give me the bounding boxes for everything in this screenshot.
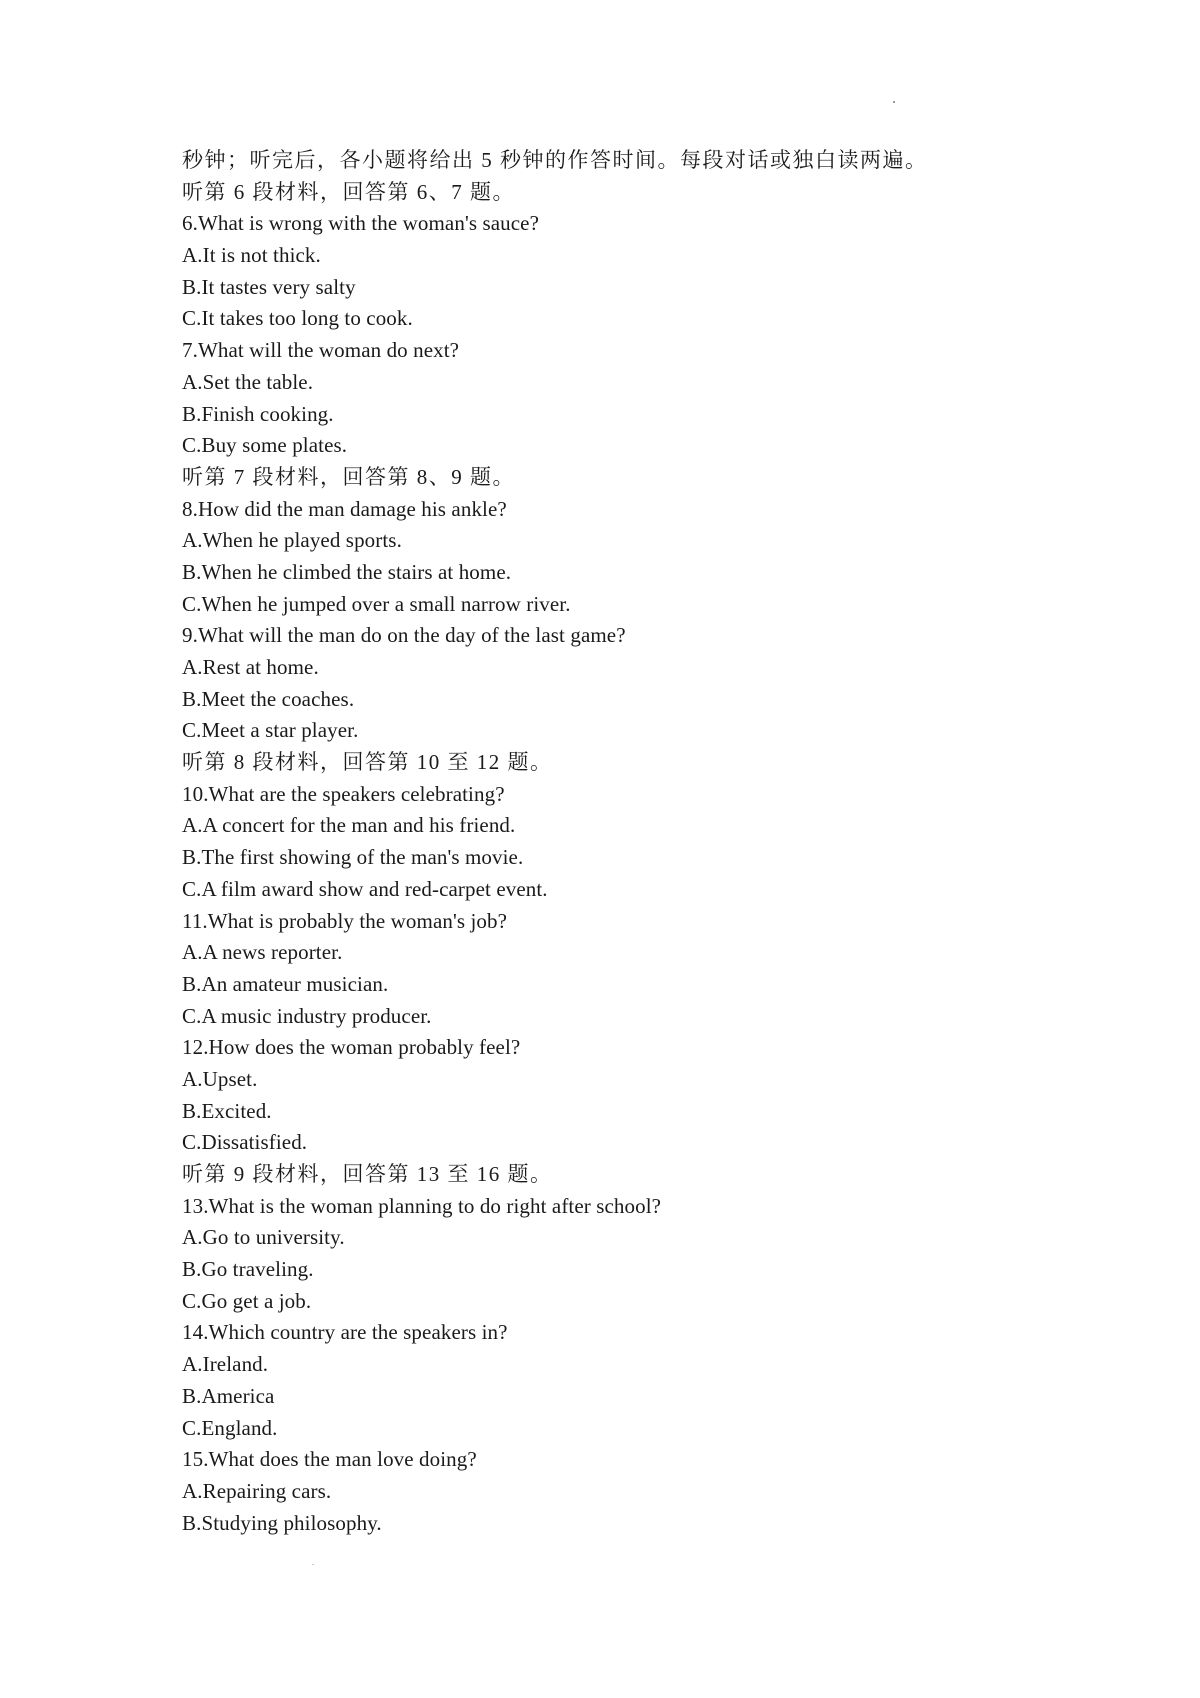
answer-option: C.A music industry producer. xyxy=(182,1003,432,1028)
text-body xyxy=(182,145,1182,1539)
answer-option: C.Buy some plates. xyxy=(182,433,348,458)
answer-option: C.It takes too long to cook. xyxy=(182,306,413,331)
question-text: 8.How did the man damage his ankle? xyxy=(182,496,507,521)
answer-option: C.When he jumped over a small narrow river. xyxy=(182,591,571,616)
answer-option: B.It tastes very salty xyxy=(182,274,356,299)
answer-option: C.Go get a job. xyxy=(182,1288,312,1313)
answer-option: A.Rest at home. xyxy=(182,655,319,679)
answer-option: A.A concert for the man and his friend. xyxy=(182,813,516,838)
answer-option: B.The first showing of the man's movie. xyxy=(182,845,524,870)
answer-option: B.America xyxy=(182,1383,275,1408)
question-text: 14.Which country are the speakers in? xyxy=(182,1320,508,1345)
scan-speck xyxy=(312,1564,314,1565)
question-text: 10.What are the speakers celebrating? xyxy=(182,781,505,806)
question-text: 9.What will the man do on the day of the last game? xyxy=(182,623,626,648)
answer-option: A.A news reporter. xyxy=(182,940,343,965)
question-text: 7.What will the woman do next? xyxy=(182,338,460,363)
question-text: 15.What does the man love doing? xyxy=(182,1447,477,1472)
answer-option: B.Go traveling. xyxy=(182,1257,314,1282)
answer-option: A.It is not thick. xyxy=(182,243,321,268)
section-instruction: 听第 8 段材料，回答第 10 至 12 题。 xyxy=(182,750,553,775)
answer-option: A.Upset. xyxy=(182,1066,258,1091)
answer-option: B.Meet the coaches. xyxy=(182,686,355,711)
question-text: 6.What is wrong with the woman's sauce? xyxy=(182,211,540,236)
answer-option: A.Repairing cars. xyxy=(182,1478,332,1503)
question-text: 13.What is the woman planning to do right after school? xyxy=(182,1193,662,1218)
answer-option: C.Meet a star player. xyxy=(182,718,359,743)
answer-option: B.An amateur musician. xyxy=(182,971,389,996)
answer-option: B.Studying philosophy. xyxy=(182,1510,382,1535)
answer-option: C.England. xyxy=(182,1415,278,1440)
question-text: 11.What is probably the woman's job? xyxy=(182,908,508,933)
question-text: 12.How does the woman probably feel? xyxy=(182,1035,521,1060)
instruction-text: 秒钟；听完后，各小题将给出 5 秒钟的作答时间。每段对话或独白读两遍。 xyxy=(182,148,928,172)
scan-speck xyxy=(893,101,895,103)
answer-option: A.Go to university. xyxy=(182,1225,345,1250)
answer-option: B.Finish cooking. xyxy=(182,401,334,426)
section-instruction: 听第 7 段材料，回答第 8、9 题。 xyxy=(182,464,515,489)
answer-option: C.A film award show and red-carpet event. xyxy=(182,876,548,901)
section-instruction: 听第 6 段材料，回答第 6、7 题。 xyxy=(182,179,515,204)
answer-option: C.Dissatisfied. xyxy=(182,1130,308,1155)
answer-option: B.When he climbed the stairs at home. xyxy=(182,559,512,584)
answer-option: A.When he played sports. xyxy=(182,528,402,553)
answer-option: A.Set the table. xyxy=(182,369,314,394)
answer-option: B.Excited. xyxy=(182,1098,272,1123)
answer-option: A.Ireland. xyxy=(182,1352,269,1377)
section-instruction: 听第 9 段材料，回答第 13 至 16 题。 xyxy=(182,1162,553,1186)
